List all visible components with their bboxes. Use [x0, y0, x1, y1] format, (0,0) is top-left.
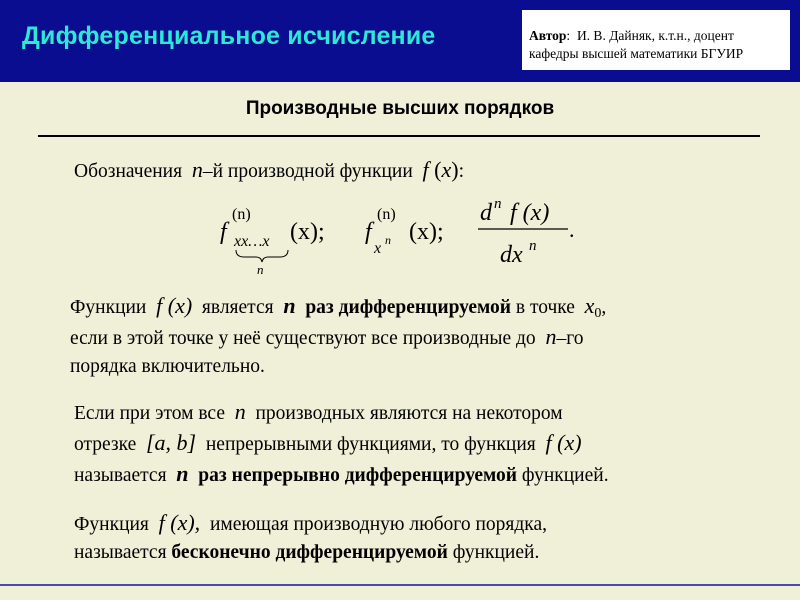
- para2-text-d: непрерывными функциями, то функция: [205, 434, 536, 455]
- f3-num-rest: f (x): [510, 200, 550, 226]
- notation-text-2: –й производной функции: [202, 161, 413, 182]
- notation-text-1: Обозначения: [74, 161, 183, 182]
- author-colon: :: [566, 28, 577, 43]
- para2-bold: раз непрерывно дифференцируемой: [198, 465, 518, 486]
- para1-line2-text: если в этой точке у неё существуют все производные до: [70, 328, 536, 349]
- notation-close-paren: ): [451, 157, 459, 182]
- f2-sup: (n): [377, 206, 396, 223]
- author-name: И. В. Дайняк, к.т.н., доцент: [576, 28, 734, 43]
- para1-text-a: Функции: [70, 297, 147, 318]
- para3-text-c: называется: [74, 542, 167, 563]
- f3-num-d: d: [480, 200, 492, 226]
- para2-line3: [74, 459, 609, 490]
- author-box: [522, 10, 790, 70]
- para2-text-e: называется: [74, 465, 167, 486]
- para3-f: f (x),: [158, 510, 201, 535]
- para3-text-a: Функция: [74, 514, 149, 535]
- para1-bold: раз дифференцируемой: [305, 297, 511, 318]
- para1-line3: порядка включительно.: [70, 356, 265, 377]
- para3-text-d: функцией.: [452, 542, 540, 563]
- section-title: Производные высших порядков: [245, 98, 555, 119]
- f1-base: f: [220, 219, 227, 245]
- f1-sup: (n): [232, 206, 251, 223]
- para2-text-c: отрезке: [74, 434, 137, 455]
- f1-underbrace: [236, 250, 288, 262]
- para1-text-d: в точке: [515, 297, 575, 318]
- notation-line: [74, 155, 464, 186]
- f2-arg: (x);: [409, 219, 444, 245]
- author-dept: кафедры высшей математики БГУИР: [529, 46, 744, 61]
- para3-line2: [74, 538, 539, 567]
- para1-x0: x: [584, 293, 595, 318]
- title-underline: [38, 135, 760, 137]
- para2-f: f (x): [545, 430, 582, 455]
- notation-colon: :: [458, 161, 464, 182]
- para1-line2: [70, 322, 583, 353]
- notation-x: x: [441, 157, 452, 182]
- notation-n: n: [191, 157, 203, 182]
- para2-text-f: функцией.: [521, 465, 609, 486]
- author-label: Автор: [529, 28, 567, 43]
- slide-header: [0, 0, 800, 82]
- f1-brace-label: n: [257, 262, 264, 277]
- para3-text-b: имеющая производную любого порядка,: [209, 514, 547, 535]
- slide-title: Дифференциальное исчисление: [22, 22, 436, 50]
- f3-den-d: dx: [500, 242, 523, 268]
- para3-bold: бесконечно дифференцируемой: [171, 542, 448, 563]
- para2-text-b: производных являются на некотором: [255, 403, 563, 424]
- footer-rule: [0, 584, 800, 586]
- para2-line1: [74, 397, 563, 428]
- para2-line2: [74, 428, 582, 459]
- f2-sub: x: [374, 240, 382, 257]
- para1-line2-tail: –го: [556, 328, 584, 349]
- f3-num-exp: n: [494, 196, 502, 212]
- para1-line2-n: n: [545, 324, 557, 349]
- para2-n: n: [234, 399, 246, 424]
- notation-open-paren: (: [428, 157, 442, 182]
- f3-den-exp: n: [529, 238, 537, 254]
- f1-sub: xx…x: [234, 233, 270, 250]
- para3-line1: [74, 508, 547, 539]
- para1-text-b: является: [201, 297, 274, 318]
- para1-n: n: [283, 293, 296, 318]
- para2-interval: [a, b]: [146, 430, 197, 455]
- para2-bold-n: n: [176, 461, 189, 486]
- para1-x0-sub: 0: [594, 306, 602, 321]
- author-text: [529, 27, 743, 63]
- para1-comma: ,: [601, 297, 607, 318]
- f2-sub-exp: n: [385, 233, 391, 247]
- f1-arg: (x);: [290, 219, 325, 245]
- para2-text-a: Если при этом все: [74, 403, 225, 424]
- f3-dot: .: [569, 217, 575, 242]
- notation-f: f: [422, 157, 429, 182]
- f2-base: f: [365, 219, 372, 245]
- para1-f: f (x): [156, 293, 193, 318]
